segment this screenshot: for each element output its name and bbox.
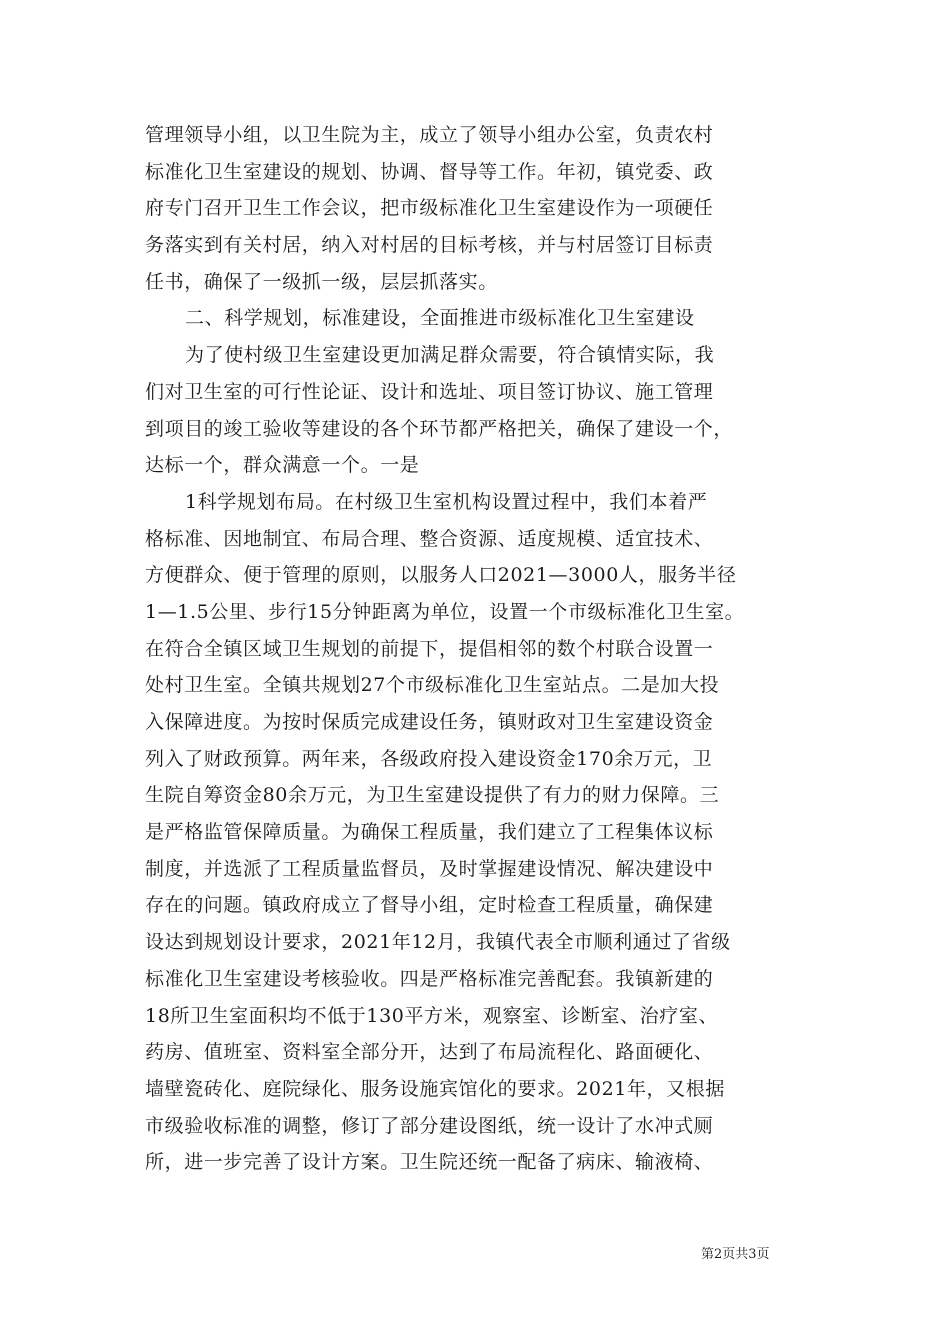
body-text: [145, 117, 825, 1181]
text-line: 列入了财政预算。两年来，各级政府投入建设资金170余万元，卫: [145, 747, 713, 770]
text-line: 务落实到有关村居，纳入对村居的目标考核，并与村居签订目标责: [145, 234, 714, 257]
text-line: 标准化卫生室建设的规划、协调、督导等工作。年初，镇党委、政: [145, 160, 714, 183]
text-line: 墙壁瓷砖化、庭院绿化、服务设施宾馆化的要求。2021年，又根据: [145, 1077, 725, 1100]
text-line: 标准化卫生室建设考核验收。四是严格标准完善配套。我镇新建的: [145, 967, 714, 990]
text-line: 是严格监管保障质量。为确保工程质量，我们建立了工程集体议标: [145, 821, 714, 844]
text-line: 到项目的竣工验收等建设的各个环节都严格把关，确保了建设一个，: [145, 417, 734, 440]
text-line: 入保障进度。为按时保质完成建设任务，镇财政对卫生室建设资金: [145, 711, 714, 733]
text-line: 18所卫生室面积均不低于130平方米，观察室、诊断室、治疗室、: [145, 1004, 719, 1027]
text-line: 制度，并选派了工程质量监督员，及时掌握建设情况、解决建设中: [145, 857, 714, 880]
text-line: 设达到规划设计要求，2021年12月，我镇代表全市顺利通过了省级: [145, 931, 731, 954]
text-line: 为了使村级卫生室建设更加满足群众需要，符合镇情实际，我: [185, 344, 715, 367]
text-line: 方便群众、便于管理的原则，以服务人口2021—3000人，服务半径: [145, 564, 737, 587]
text-line: 达标一个，群众满意一个。一是: [145, 454, 420, 477]
text-line: 处村卫生室。全镇共规划27个市级标准化卫生室站点。二是加大投: [145, 674, 720, 697]
text-line: 存在的问题。镇政府成立了督导小组，定时检查工程质量，确保建: [145, 894, 714, 917]
text-line: 药房、值班室、资料室全部分开，达到了布局流程化、路面硬化、: [145, 1041, 714, 1064]
text-line: 任书，确保了一级抓一级，层层抓落实。: [145, 270, 498, 293]
text-line: 生院自筹资金80余万元，为卫生室建设提供了有力的财力保障。三: [145, 784, 720, 807]
text-line: 1科学规划布局。在村级卫生室机构设置过程中，我们本着严: [185, 490, 708, 513]
page-number-footer: 第2页共3页: [701, 1247, 770, 1262]
text-line: 1—1.5公里、步行15分钟距离为单位，设置一个市级标准化卫生室。: [145, 600, 745, 623]
text-line: 格标准、因地制宜、布局合理、整合资源、适度规模、适宜技术、: [145, 527, 714, 550]
text-line: 们对卫生室的可行性论证、设计和选址、项目签订协议、施工管理: [145, 380, 714, 403]
text-line: 所，进一步完善了设计方案。卫生院还统一配备了病床、输液椅、: [145, 1151, 714, 1174]
section-heading: 二、科学规划，标准建设，全面推进市级标准化卫生室建设: [185, 307, 695, 330]
text-line: 府专门召开卫生工作会议，把市级标准化卫生室建设作为一项硬任: [145, 197, 714, 220]
text-line: 管理领导小组，以卫生院为主，成立了领导小组办公室，负责农村: [145, 124, 714, 146]
text-line: 在符合全镇区域卫生规划的前提下，提倡相邻的数个村联合设置一: [145, 637, 714, 660]
text-line: 市级验收标准的调整，修订了部分建设图纸，统一设计了水冲式厕: [145, 1114, 714, 1137]
